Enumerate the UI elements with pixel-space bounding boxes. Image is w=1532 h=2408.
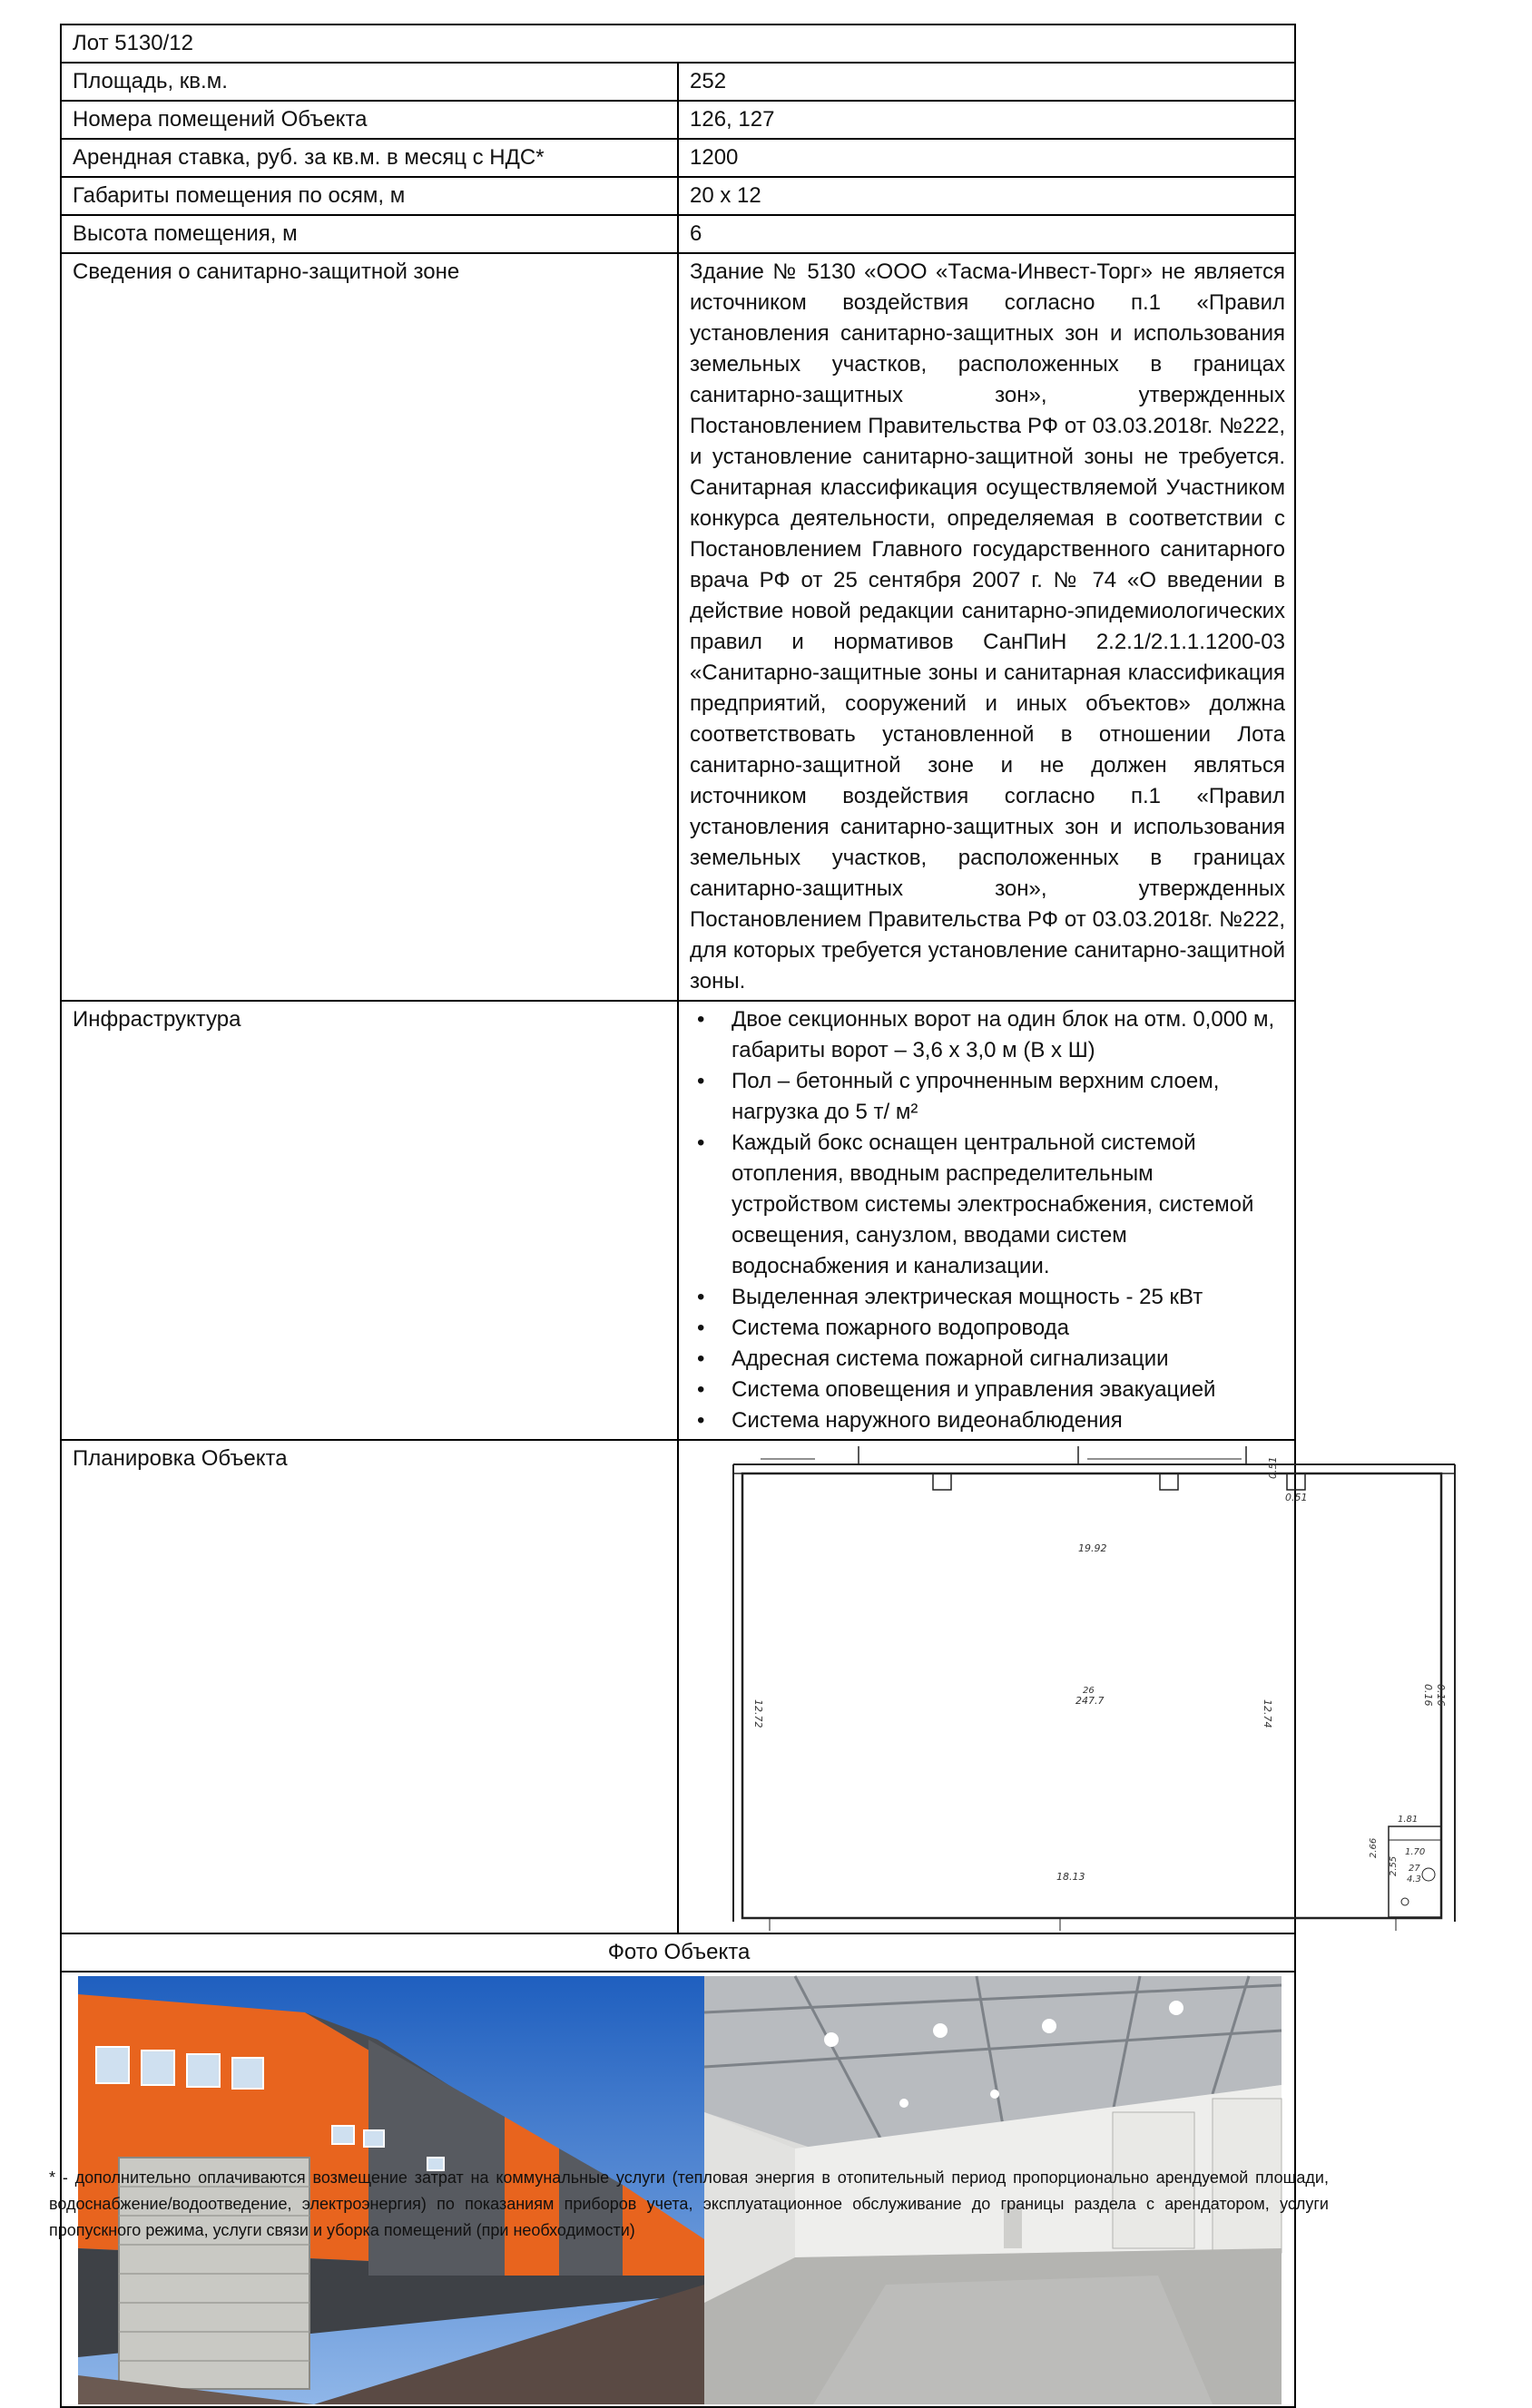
dim-pillar-a: 0.51	[1267, 1456, 1279, 1479]
table-row	[61, 63, 1295, 101]
plan-cell	[678, 1440, 1447, 1933]
infrastructure-list	[690, 1004, 1285, 1436]
list-item: • Каждый бокс оснащен центральной системой отопления, вводным распределительным устройством системы электроснабжения, системой освещения, санузлом, вводами систем водоснабжения и канализации.	[690, 1128, 1276, 1282]
row-label: Номера помещений Объекта	[61, 101, 678, 139]
table-row	[61, 101, 1295, 139]
lot-document	[60, 24, 1447, 2408]
row-label: Высота помещения, м	[61, 215, 678, 253]
infrastructure-cell	[678, 1001, 1295, 1440]
row-value: 20 х 12	[678, 177, 1295, 215]
dim-bottom: 18.13	[1056, 1871, 1085, 1883]
footnote: * - дополнительно оплачиваются возмещение затрат на коммунальные услуги (тепловая энергия в отопительный период пропорционально арендуемой площади, водоснабжение/водоотведение, электроэнергия) по показаниям приборов учета, эксплуатационное обслуживание до границы раздела с арендатором, услуги пропускного режима, услуги связи и уборка помещений (при необходимости)	[49, 2168, 1329, 2239]
dim-wc-h2: 2.55	[1389, 1855, 1399, 1876]
row-value: 6	[678, 215, 1295, 253]
list-item: • Двое секционных ворот на один блок на отм. 0,000 м, габариты ворот – 3,6 х 3,0 м (В х Ш)	[690, 1004, 1276, 1066]
infrastructure-label: Инфраструктура	[61, 1001, 678, 1440]
list-item: • Выделенная электрическая мощность - 25 кВт	[690, 1282, 1276, 1313]
dim-left: 12.72	[752, 1699, 764, 1728]
dim-pillar-b: 0.51	[1285, 1492, 1308, 1503]
table-row	[61, 139, 1295, 177]
row-value: 252	[678, 63, 1295, 101]
list-item: • Система пожарного водопровода	[690, 1313, 1276, 1344]
list-item: • Адресная система пожарной сигнализации	[690, 1344, 1276, 1375]
dim-right2: 0.16	[1435, 1684, 1447, 1707]
photos-title-row	[61, 1933, 1295, 1972]
wc-number: 27	[1409, 1864, 1420, 1874]
row-value: 126, 127	[678, 101, 1295, 139]
sanitary-text: Здание № 5130 «ООО «Тасма-Инвест-Торг» не является источником воздействия согласно п.1 «Правил установления санитарно-защитных зон и использования земельных участков, расположенных в границах санитарно-защитных зон», утвержденных Постановлением Правительства РФ от 03.03.2018г. №222, и установление санитарно-защитной зоны не требуется. Санитарная классификация осуществляемой Участником конкурса деятельности, определяемая в соответствии с Постановлением Главного государственного санитарного врача РФ от 25 сентября 2007 г. № 74 «О введении в действие новой редакции санитарно-эпидемиологических правил и нормативов СанПиН 2.2.1/2.1.1.1200-03 «Санитарно-защитные зоны и санитарная классификация предприятий, сооружений и иных объектов» должна соответствовать установленной в отношении Лота санитарно-защитной зоне и не должен являться источником воздействия согласно п.1 «Правил установления санитарно-защитных зон и использования земельных участков, расположенных в границах санитарно-защитных зон», утвержденных Постановлением Правительства РФ от 03.03.2018г. №222, для которых требуется установление санитарно-защитной зоны.	[678, 253, 1295, 1001]
lot-title: Лот 5130/12	[61, 24, 1295, 63]
lot-table	[60, 24, 1447, 2408]
row-label: Арендная ставка, руб. за кв.м. в месяц с НДС*	[61, 139, 678, 177]
dim-wc-mid: 1.70	[1405, 1847, 1426, 1857]
floor-plan-drawing	[679, 1441, 1532, 1933]
sanitary-row	[61, 253, 1295, 1001]
infrastructure-row	[61, 1001, 1295, 1440]
list-item: • Система наружного видеонаблюдения	[690, 1405, 1276, 1436]
dim-mid: 12.74	[1262, 1699, 1273, 1728]
dim-top: 19.92	[1078, 1542, 1107, 1554]
row-value: 1200	[678, 139, 1295, 177]
list-item: • Система оповещения и управления эвакуацией	[690, 1375, 1276, 1405]
row-label: Площадь, кв.м.	[61, 63, 678, 101]
dim-wc-top: 1.81	[1398, 1815, 1419, 1825]
center-area: 247.7	[1075, 1695, 1105, 1707]
list-item: • Пол – бетонный с упрочненным верхним слоем, нагрузка до 5 т/ м²	[690, 1066, 1276, 1128]
plan-row	[61, 1440, 1295, 1933]
lot-title-row	[61, 24, 1295, 63]
dim-right: 0.16	[1422, 1684, 1434, 1707]
center-number: 26	[1083, 1686, 1095, 1696]
photos-title: Фото Объекта	[61, 1933, 1295, 1972]
dim-wc-h: 2.66	[1369, 1837, 1379, 1858]
wc-area: 4.3	[1407, 1875, 1421, 1884]
sanitary-label: Сведения о санитарно-защитной зоне	[61, 253, 678, 1001]
table-row	[61, 177, 1295, 215]
table-row	[61, 215, 1295, 253]
plan-label: Планировка Объекта	[61, 1440, 678, 1933]
row-label: Габариты помещения по осям, м	[61, 177, 678, 215]
